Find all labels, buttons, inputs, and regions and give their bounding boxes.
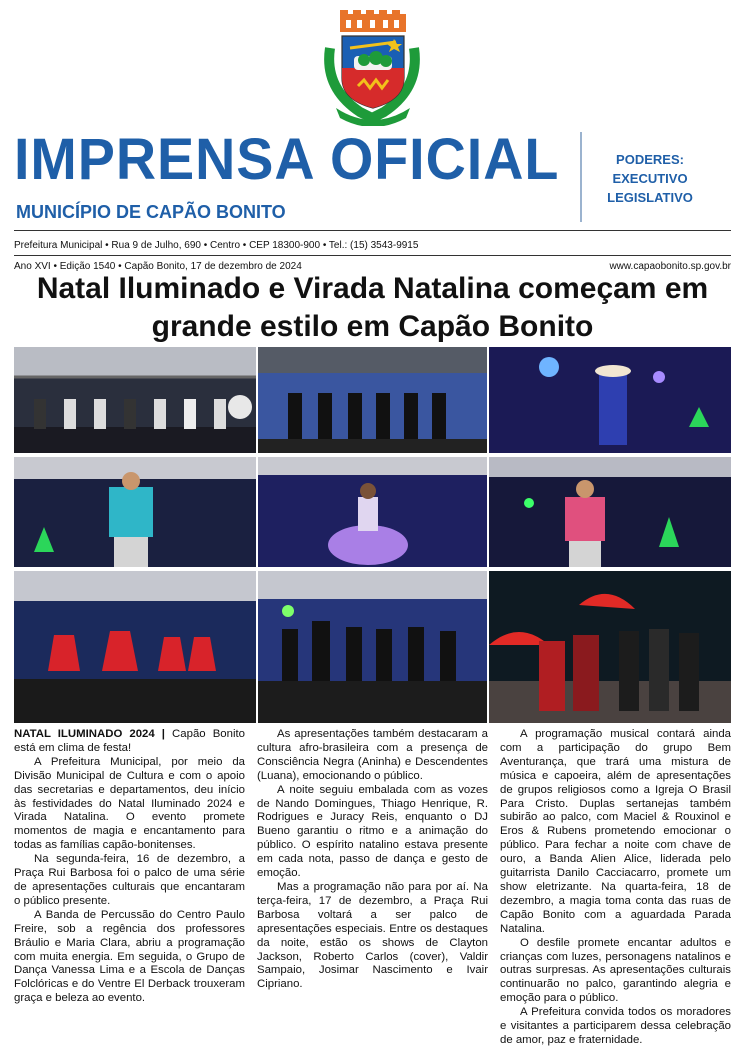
article-paragraph: A noite seguiu embalada com as vozes de Nando Domingues, Thiago Henrique, R. Rodrigues e Juracy Reis, enquanto o DJ Bueno garantiu o ritmo e a animação do público. O espírito natalino estava presente em cada nota, passo de dança e gesto de emoção. — [257, 783, 488, 880]
article-paragraph: A programação musical contará ainda com a participação do grupo Bem Aventurança, que trará uma mistura de música e capoeira, além de apresentações de grupos religiosos como a Igreja O Brasil Para Cristo. Duplas sertanejas também subirão ao palco, com Maciel & Rouxinol e Eros & Rubens prometendo emocionar o público. Para fechar a noite com chave de ouro, a Banda Alien Alice, liderada pelo guitarrista Danilo Cacciacarro, promete um show eletrizante. Na quarta-feira, 18 de dezembro, a magia toma conta das ruas de Capão Bonito com a aguardada Parada Natalina. — [500, 728, 731, 935]
photo-collage — [14, 347, 731, 723]
article-column-1 — [14, 728, 245, 1048]
photo-purple-dress-dancer — [258, 457, 487, 567]
masthead-subtitle: MUNICÍPIO DE CAPÃO BONITO — [16, 202, 286, 222]
powers-box — [585, 150, 715, 207]
edition-line: Ano XVI • Edição 1540 • Capão Bonito, 17 de dezembro de 2024 — [14, 261, 302, 272]
photo-singer-cowboy-hat — [489, 347, 731, 453]
powers-label: PODERES: — [616, 152, 684, 167]
article-paragraph: O desfile promete encantar adultos e crianças com luzes, personagens natalinos e outras surpresas. As apresentações culturais continuarão no palco, garantindo alegria e emoção para o público. — [500, 936, 731, 1005]
article-paragraph: As apresentações também destacaram a cultura afro-brasileira com a presença de Consciência Negra (Aninha) e Descendentes (Luana), emocionando o público. — [257, 728, 488, 782]
article-lead-bold: NATAL ILUMINADO 2024 | — [14, 728, 165, 740]
address-line: Prefeitura Municipal • Rua 9 de Julho, 690 • Centro • CEP 18300-900 • Tel.: (15) 3543-9915 — [14, 240, 419, 251]
power-executive: EXECUTIVO — [612, 171, 688, 186]
photo-percussion-band — [14, 347, 256, 453]
article-paragraph: Mas a programação não para por aí. Na terça-feira, 17 de dezembro, a Praça Rui Barbosa voltará a ser palco de apresentações especiais. Entre os destaques da noite, estão os shows de Clayton Jackson, Roberto Carlos (cover), Valdir Sampaio, Josimar Nascimento e Ivair Cipriano. — [257, 880, 488, 991]
article-paragraph: A Prefeitura convida todos os moradores e visitantes a participarem dessa celebração de amor, paz e fraternidade. — [500, 1006, 731, 1046]
masthead-divider — [580, 132, 582, 222]
masthead-title: IMPRENSA OFICIAL — [14, 127, 560, 192]
photo-dance-group — [258, 347, 487, 453]
divider-rule — [14, 230, 731, 231]
photo-singer-blue-shirt — [14, 457, 256, 567]
divider-rule — [14, 255, 731, 256]
article-body — [14, 728, 731, 1048]
article-paragraph: A Banda de Percussão do Centro Paulo Freire, sob a regência dos professores Bráulio e Maria Clara, abriu a programação com muita energia. Em seguida, o Grupo de Dança Vanessa Lima e a Escola de Danças Folclóricas e do Ventre El Derback trouxeram graça e beleza ao evento. — [14, 908, 245, 1005]
power-legislative: LEGISLATIVO — [607, 190, 693, 205]
article-lead-text: Capão Bonito está em clima de festa! — [14, 728, 245, 754]
article-column-3 — [500, 728, 731, 1048]
website-link[interactable]: www.capaobonito.sp.gov.br — [609, 261, 731, 272]
article-lead — [14, 728, 245, 756]
article-paragraph: Na segunda-feira, 16 de dezembro, a Praça Rui Barbosa foi o palco de uma série de apresentações culturais que encantaram o público presente. — [14, 853, 245, 907]
article-column-2 — [257, 728, 488, 1048]
photo-singer-pink-jacket — [489, 457, 731, 567]
photo-red-dress-dancers — [14, 571, 256, 723]
article-paragraph: A Prefeitura Municipal, por meio da Divisão Municipal de Cultura e com o apoio das secretarias e departamentos, deu início às festividades do Natal Iluminado 2024 e Virada Natalina. O evento promete momentos de magia e encantamento para todas as famílias capão-bonitenses. — [14, 755, 245, 852]
photo-flamenco-group — [489, 571, 731, 723]
photo-hiphop-dancers — [258, 571, 487, 723]
headline: Natal Iluminado e Virada Natalina começam em grande estilo em Capão Bonito — [36, 272, 709, 343]
city-coat-of-arms-icon — [320, 8, 426, 126]
